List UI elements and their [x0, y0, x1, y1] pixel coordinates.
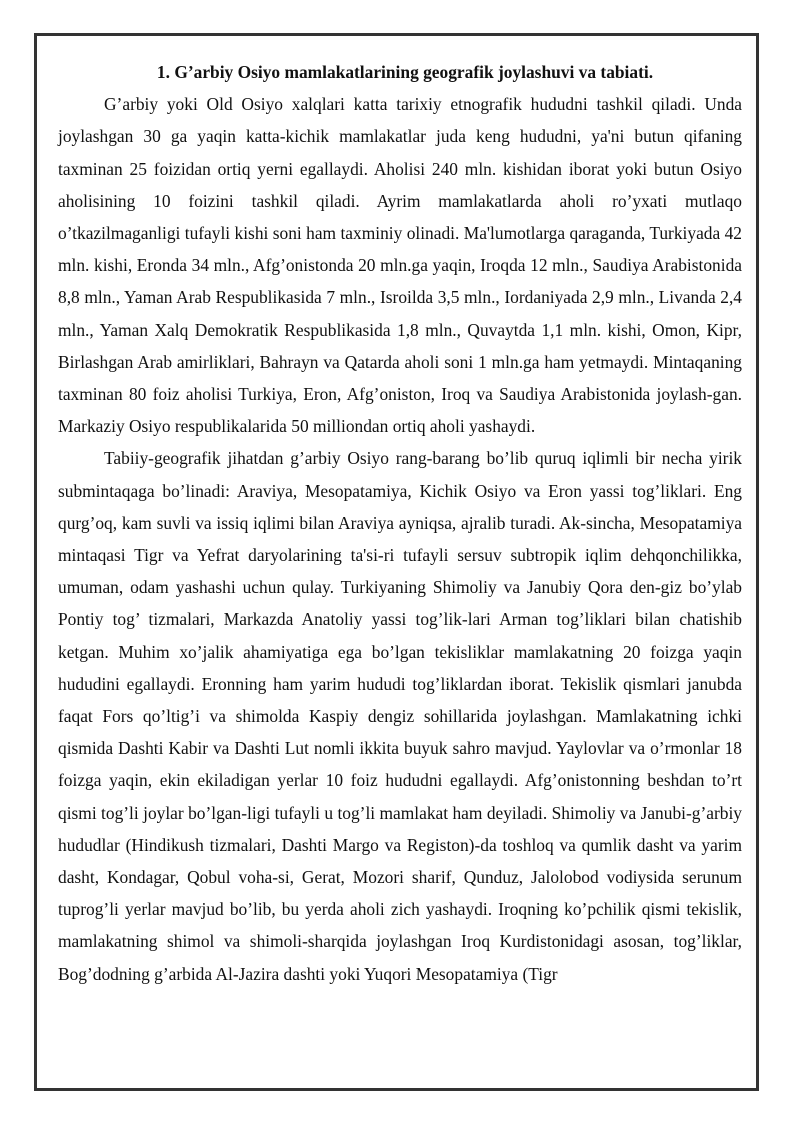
document-body — [58, 56, 742, 990]
section-heading: 1. G’arbiy Osiyo mamlakatlarining geografik joylashuvi va tabiati. — [156, 62, 654, 82]
paragraph-geography: Tabiiy-geografik jihatdan g’arbiy Osiyo rang-barang bo’lib quruq iqlimli bir necha yirik submintaqaga bo’linadi: Araviya, Mesopatamiya, Kichik Osiyo va Eron yassi tog’liklari. Eng qurg’oq, kam suvli va issiq iqlimi bilan Araviya ayniqsa, ajralib turadi. Ak-sincha, Mesopatamiya mintaqasi Tigr va Yefrat daryolarining ta'si-ri tufayli sersuv subtropik iqlim dehqonchilikka, umuman, odam yashashi uchun qulay. Turkiyaning Shimoliy va Janubiy Qora den-giz bo’ylab Pontiy tog’ tizmalari, Markazda Anatoliy yassi tog’lik-lari Arman tog’liklari bilan chatishib ketgan. Muhim xo’jalik ahamiyatiga ega bo’lgan tekisliklar mamlakatning 20 foizga yaqin hududini egallaydi. Eronning ham yarim hududi tog’liklardan iborat. Tekislik qismlari janubda faqat Fors qo’ltig’i va shimolda Kaspiy dengiz sohillarida joylashgan. Mamlakatning ichki qismida Dashti Kabir va Dashti Lut nomli ikkita buyuk sahro mavjud. Yaylovlar va o’rmonlar 18 foizga yaqin, ekin ekiladigan yerlar 10 foiz hududni egallaydi. Afg’onistonning beshdan to’rt qismi tog’li joylar bo’lgan-ligi tufayli u tog’li mamlakat ham deyiladi. Shimoliy va Janubi-g’arbiy hududlar (Hindikush tizmalari, Dashti Margo va Registon)-da toshloq va qumlik dasht va yarim dasht, Kondagar, Qobul voha-si, Gerat, Mozori sharif, Qunduz, Jalolobod vodiysida serunum tuprog’li yerlar mavjud bo’lib, bu yerda aholi zich yashaydi. Iroqning ko’pchilik qismi tekislik, mamlakatning shimol va shimoli-sharqida joylashgan Iroq Kurdistonidagi asosan, tog’liklar, Bog’dodning g’arbida Al-Jazira dashti yoki Yuqori Mesopatamiya (Tigr — [58, 448, 742, 984]
paragraph-population: G’arbiy yoki Old Osiyo xalqlari katta tarixiy etnografik hududni tashkil qiladi. Unda joylashgan 30 ga yaqin katta-kichik mamlakatlar juda keng hududni, ya'ni butun qifaning taxminan 25 foizidan ortiq yerni egallaydi. Aholisi 240 mln. kishidan iborat yoki butun Osiyo aholisining 10 foizini tashkil qiladi. Ayrim mamlakatlarda aholi ro’yxati mutlaqo o’tkazilmaganligi tufayli kishi soni ham taxminiy olinadi. Ma'lumotlarga qaraganda, Turkiyada 42 mln. kishi, Eronda 34 mln., Afg’onistonda 20 mln.ga yaqin, Iroqda 12 mln., Saudiya Arabistonida 8,8 mln., Yaman Arab Respublikasida 7 mln., Isroilda 3,5 mln., Iordaniyada 2,9 mln., Livanda 2,4 mln., Yaman Xalq Demokratik Respublikasida 1,8 mln., Quvaytda 1,1 mln. kishi, Omon, Kipr, Birlashgan Arab amirliklari, Bahrayn va Qatarda aholi soni 1 mln.ga ham yetmaydi. Mintaqaning taxminan 80 foiz aholisi Turkiya, Eron, Afg’oniston, Iroq va Saudiya Arabistonida joylash-gan. Markaziy Osiyo respublikalarida 50 milliondan ortiq aholi yashaydi. — [58, 94, 742, 437]
